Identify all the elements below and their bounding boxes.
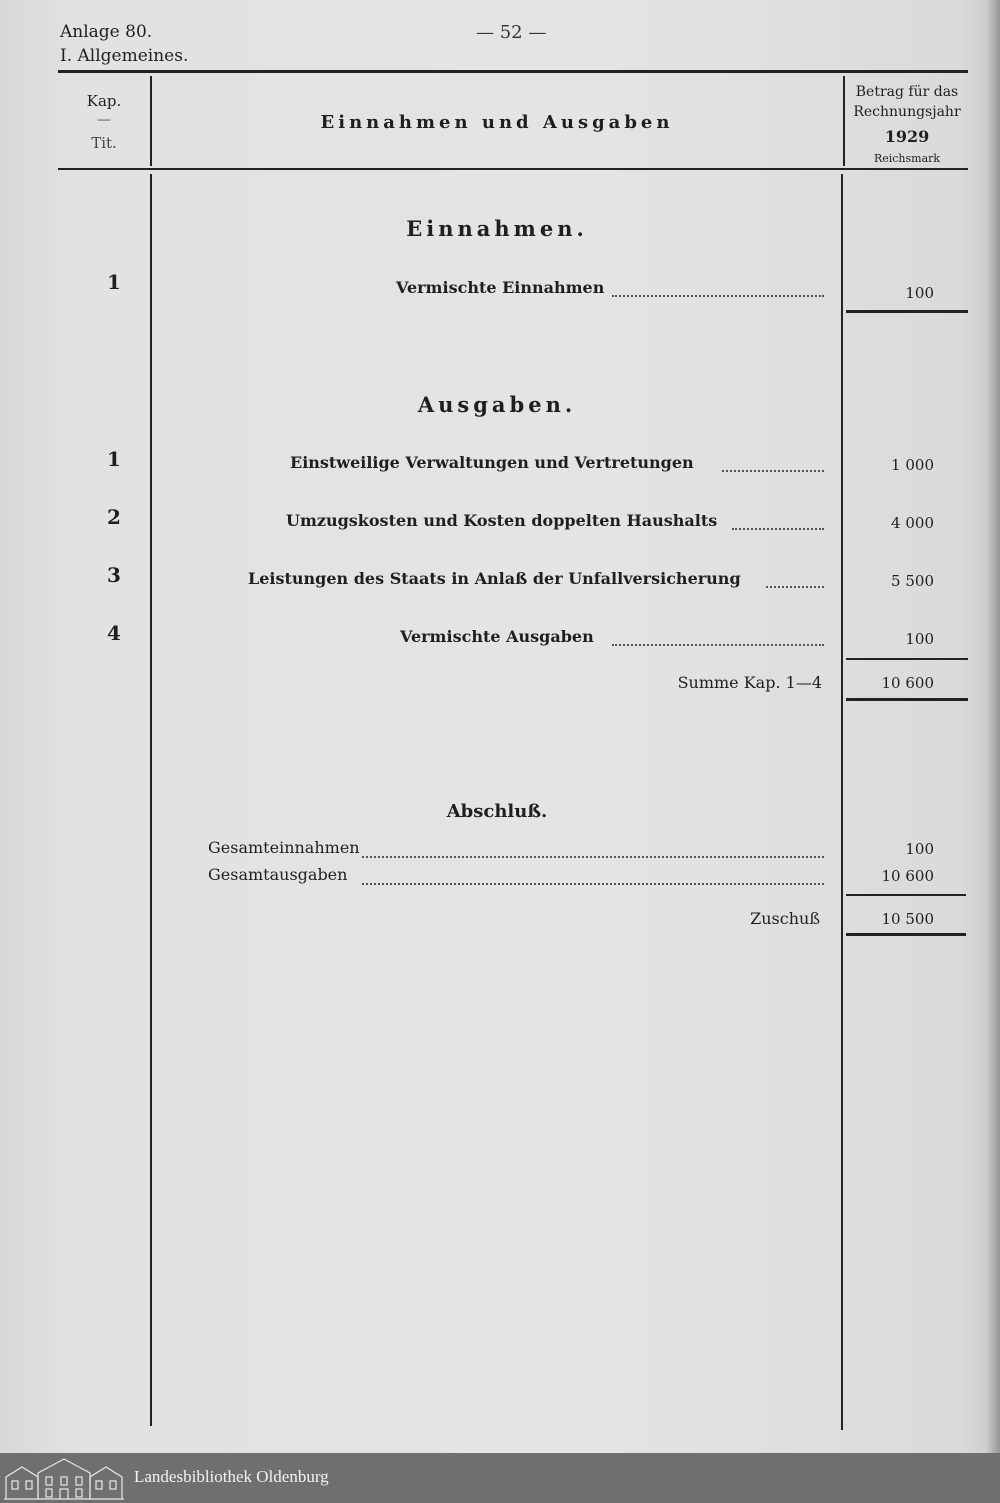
summary-subtotal-rule [846,894,966,896]
appendix-label: Anlage 80. [60,22,153,42]
amount-header-line2: Rechnungsjahr [853,104,961,120]
expense-kap-2: 2 [107,505,121,529]
total-expenses-label: Gesamtausgaben [208,865,348,884]
total-income-leader [362,840,824,858]
expenses-heading: Ausgaben. [417,392,577,417]
expense-total-rule [846,698,968,701]
page-edge-shadow [986,0,1000,1453]
expense-sum-label: Summe Kap. 1—4 [677,673,822,692]
column-divider-left [150,174,152,1426]
expense-row-amount: 5 500 [891,572,934,590]
library-name: Landesbibliothek Oldenburg [134,1467,329,1486]
total-income-label: Gesamteinnahmen [208,838,360,857]
subsidy-amount: 10 500 [881,910,934,928]
expense-sum-amount: 10 600 [881,674,934,692]
kap-tit-separator: — [97,112,111,128]
expense-row-leader [722,454,824,472]
header-bottom-rule [58,168,968,170]
library-building-icon [2,1455,126,1501]
subsidy-label: Zuschuß [750,909,820,928]
expense-row-amount: 4 000 [891,514,934,532]
expense-row-leader [766,570,824,588]
expense-row-label: Umzugskosten und Kosten doppelten Haushalts [286,511,718,530]
income-row-amount: 100 [905,284,934,302]
total-income-amount: 100 [905,840,934,858]
expense-kap-3: 3 [107,563,121,587]
fiscal-year: 1929 [884,127,930,146]
income-row-label: Vermischte Einnahmen [396,278,605,297]
header-divider-right [843,76,845,166]
expense-row-amount: 1 000 [891,456,934,474]
summary-heading: Abschluß. [446,801,548,822]
total-expenses-leader [362,867,824,885]
income-kap-1: 1 [107,270,121,294]
income-row-leader [612,279,824,297]
subsidy-total-rule [846,933,966,936]
total-expenses-amount: 10 600 [881,867,934,885]
library-footer [0,1453,1000,1503]
expense-row-label: Leistungen des Staats in Anlaß der Unfallversicherung [248,569,741,588]
expense-row-label: Vermischte Ausgaben [400,627,594,646]
expense-kap-1: 1 [107,447,121,471]
expense-row-label: Einstweilige Verwaltungen und Vertretungen [290,453,694,472]
expense-kap-4: 4 [107,621,121,645]
table-top-rule [58,70,968,73]
expense-row-amount: 100 [905,630,934,648]
income-total-rule [846,310,968,313]
currency-label: Reichsmark [873,152,941,165]
expense-subtotal-rule [846,658,968,660]
expense-row-leader [732,512,824,530]
amount-header-line1: Betrag für das [855,84,959,100]
table-title: Einnahmen und Ausgaben [320,112,674,133]
income-heading: Einnahmen. [406,216,588,241]
section-label: I. Allgemeines. [60,46,189,66]
expense-row-leader [612,628,824,646]
tit-header: Tit. [91,134,117,152]
page-number: — 52 — [476,22,547,43]
kap-header: Kap. [86,92,122,110]
